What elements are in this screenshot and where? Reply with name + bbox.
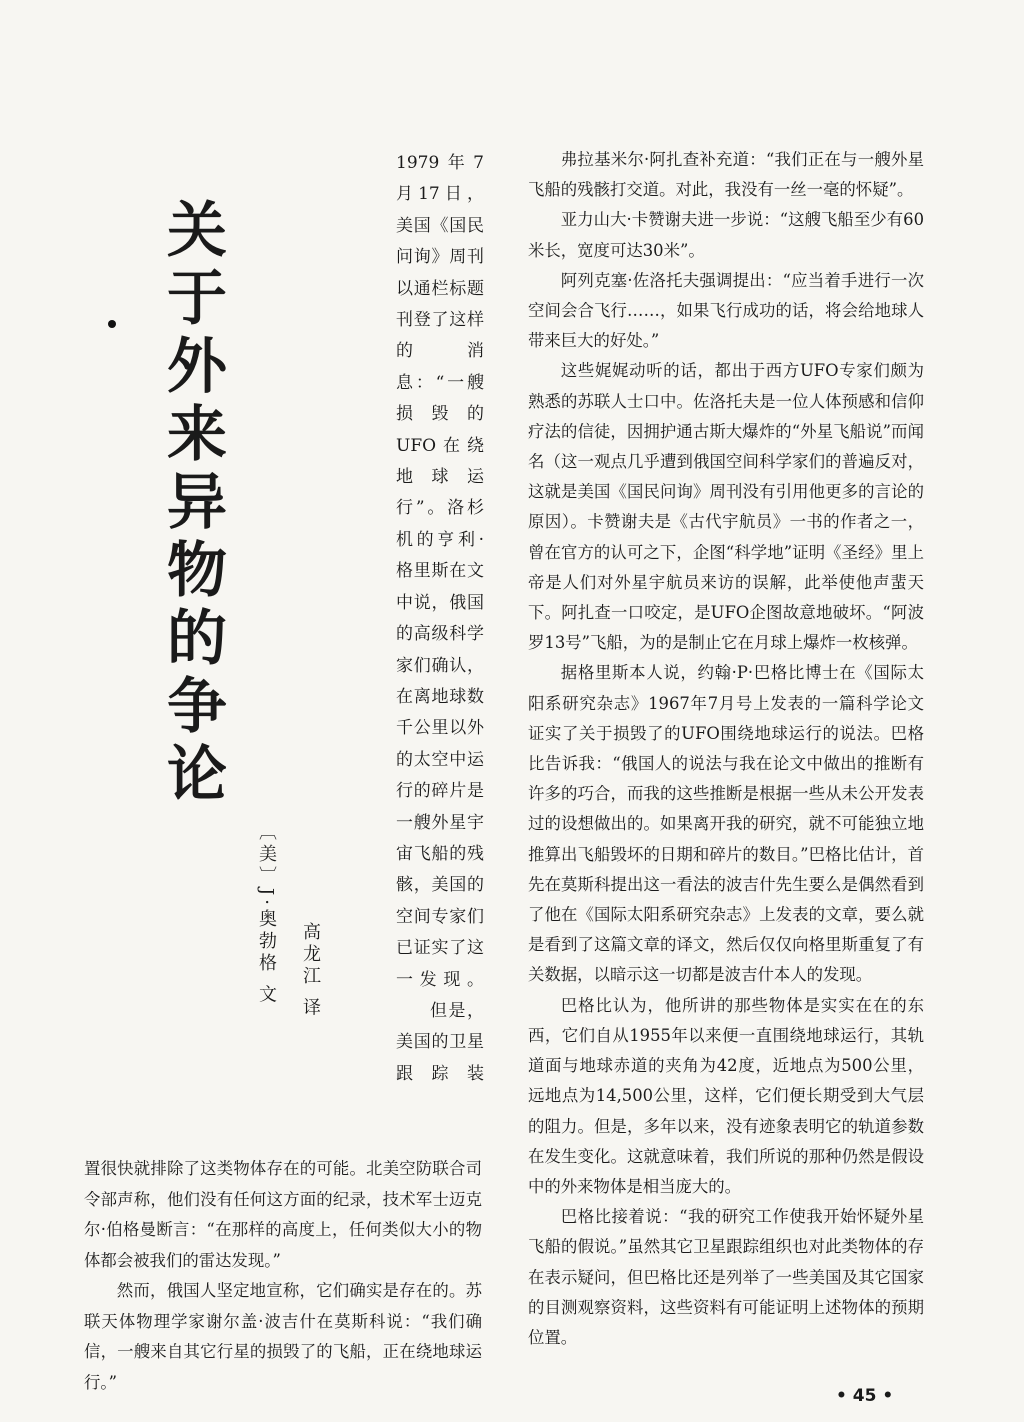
- bottom-left-paragraph-1: 置很快就排除了这类物体存在的可能。北美空防联合司令部声称，他们没有任何这方面的纪录，技术军士迈克尔·伯格曼断言：“在那样的高度上，任何类似大小的物体都会被我们的雷达发现。”: [84, 1159, 482, 1270]
- right-paragraph-3: 阿列克塞·佐洛托夫强调提出：“应当着手进行一次空间会合飞行……，如果飞行成功的话，将会给地球人带来巨大的好处。”: [528, 270, 924, 351]
- author-byline: 〔美〕J·奥勃格 文: [256, 822, 277, 1007]
- narrow-paragraph-1: 1979年7月17日，美国《国民问询》周刊以通栏标题刊登了这样的消息：“一艘损毁的UFO在绕地球运行”。洛杉机的亨利·格里斯在文中说，俄国的高级科学家们确认，在离地球数千公里以外的太空中运行的碎片是一艘外星宇宙飞船的残骸，美国的空间专家们已证实了这一发现。: [396, 153, 484, 990]
- right-paragraph-4: 这些娓娓动听的话，都出于西方UFO专家们颇为熟悉的苏联人士口中。佐洛托夫是一位人体预感和信仰疗法的信徒，因拥护通古斯大爆炸的“外星飞船说”而闻名（这一观点几乎遭到俄国空间科学家们的普遍反对，这就是美国《国民问询》周刊没有引用他更多的言论的原因）。卡赞谢夫是《古代宇航员》一书的作者之一，曾在官方的认可之下，企图“科学地”证明《圣经》里上帝是人们对外星宇航员来访的误解，此举使他声蜚天下。阿扎查一口咬定，是UFO企图故意地破坏。“阿波罗13号”飞船，为的是制止它在月球上爆炸一枚核弹。: [528, 361, 924, 653]
- right-paragraph-1: 弗拉基米尔·阿扎查补充道：“我们正在与一艘外星飞船的残骸打交道。对此，我没有一丝一毫的怀疑”。: [528, 150, 924, 200]
- right-column: [528, 145, 924, 1353]
- right-paragraph-2: 亚力山大·卡赞谢夫进一步说：“这艘飞船至少有60米长，宽度可达30米”。: [528, 210, 924, 260]
- right-paragraph-6: 巴格比认为，他所讲的那些物体是实实在在的东西，它们自从1955年以来便一直围绕地球运行，其轨道面与地球赤道的夹角为42度，近地点为500公里，远地点为14,500公里，这样，它们便长期受到大气层的阻力。但是，多年以来，没有迹象表明它的轨道参数在发生变化。这就意味着，我们所说的那种仍然是假设中的外来物体是相当庞大的。: [528, 995, 924, 1196]
- narrow-column: [396, 148, 484, 1090]
- bottom-left-paragraph-2: 然而，俄国人坚定地宣称，它们确实是存在的。苏联天体物理学家谢尔盖·波吉什在莫斯科说：“我们确信，一艘来自其它行星的损毁了的飞船，正在绕地球运行。”: [84, 1281, 482, 1392]
- ink-dot: [108, 320, 116, 328]
- article-title: 关于外来异物的争论: [157, 198, 227, 810]
- bottom-left-column: [84, 1154, 482, 1398]
- narrow-paragraph-2: 但是，美国的卫星跟踪装: [396, 1000, 484, 1084]
- right-paragraph-7: 巴格比接着说：“我的研究工作使我开始怀疑外星飞船的假说。”虽然其它卫星跟踪组织也对此类物体的存在表示疑问，但巴格比还是列举了一些美国及其它国家的目测观察资料，这些资料有可能证明上述物体的预期位置。: [528, 1207, 924, 1347]
- right-paragraph-5: 据格里斯本人说，约翰·P·巴格比博士在《国际太阳系研究杂志》1967年7月号上发表的一篇科学论文证实了关于损毁了的UFO围绕地球运行的说法。巴格比告诉我：“俄国人的说法与我在论文中做出的推断有许多的巧合，而我的这些推断是根据一些从未公开发表过的设想做出的。如果离开我的研究，就不可能独立地推算出飞船毁坏的日期和碎片的数目。”巴格比估计，首先在莫斯科提出这一看法的波吉什先生要么是偶然看到了他在《国际太阳系研究杂志》上发表的文章，要么就是看到了这篇文章的译文，然后仅仅向格里斯重复了有关数据，以暗示这一切都是波吉什本人的发现。: [528, 663, 924, 985]
- page-number: • 45 •: [836, 1386, 894, 1406]
- translator-byline: 高龙江 译: [300, 922, 321, 1020]
